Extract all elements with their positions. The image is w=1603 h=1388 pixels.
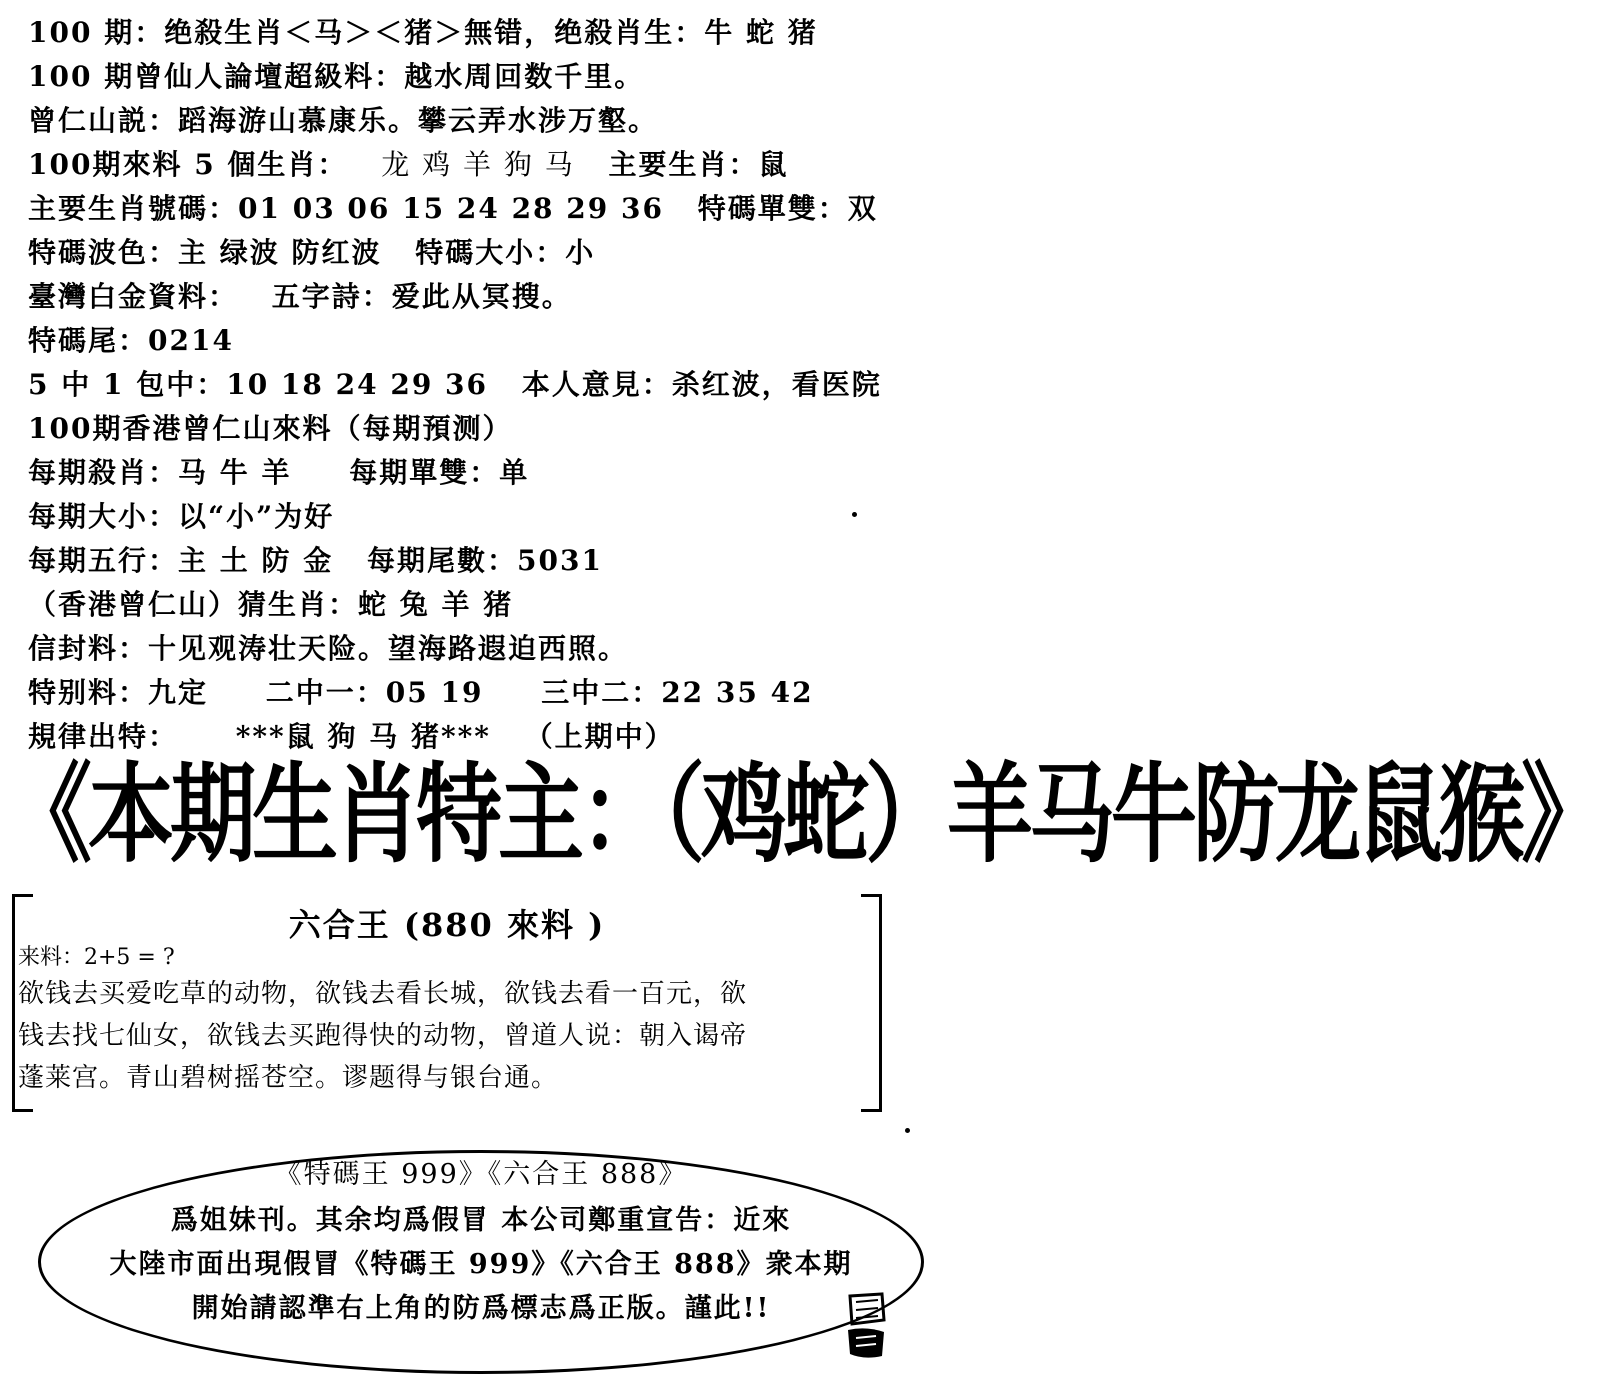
line-five-elements: 每期五行：主 土 防 金 每期尾數：5031 xyxy=(28,544,603,577)
line-kill-zodiac: 100 期：绝殺生肖＜马＞＜猪＞無错，绝殺肖生：牛 蛇 猪 xyxy=(28,16,818,49)
line-wave-color: 特碼波色：主 绿波 防红波 特碼大小：小 xyxy=(28,236,596,269)
speck xyxy=(905,1128,910,1133)
notice-line: 大陸市面出現假冒《特碼王 999》《六合王 888》衆本期 xyxy=(109,1249,853,1280)
riddle-title: 六合王 (880 來料 ) xyxy=(288,906,606,944)
riddle-line: 欲钱去买爱吃草的动物，欲钱去看长城，欲钱去看一百元，欲 xyxy=(18,979,748,1009)
notice-line: 開始請認準右上角的防爲標志爲正版。謹此!! xyxy=(191,1293,771,1324)
line-taiwan-platinum: 臺灣白金資料： 五字詩：爱此从冥搜。 xyxy=(28,280,572,313)
notice-line: 《特碼王 999》《六合王 888》 xyxy=(274,1159,688,1190)
line-size-each-issue: 每期大小：以“小”为好 xyxy=(28,500,335,533)
line-pattern-special: 規律出特： ***鼠 狗 马 猪*** （上期中） xyxy=(28,720,675,753)
notice-oval xyxy=(38,1150,924,1374)
headline: 《本期生肖特主：（鸡蛇）羊马牛防龙鼠猴》 xyxy=(6,752,1603,878)
line-guess-zodiac: （香港曾仁山）猜生肖：蛇 兔 羊 猪 xyxy=(28,588,514,621)
line-five-zodiacs: 100期來料 5 個生肖： 龙 鸡 羊 狗 马 主要生肖：鼠 xyxy=(28,148,789,181)
line-kill-zodiac-each-issue: 每期殺肖：马 牛 羊 每期單雙：单 xyxy=(28,456,530,489)
line-special-tail: 特碼尾：0214 xyxy=(28,324,234,357)
riddle-line: 钱去找七仙女，欲钱去买跑得快的动物，曾道人说：朝入谒帝 xyxy=(18,1021,748,1051)
line-zeng-renshan-says: 曾仁山説：蹈海游山慕康乐。攀云弄水涉万壑。 xyxy=(28,104,659,137)
riddle-line: 蓬莱宫。青山碧树摇苍空。谬题得与银台通。 xyxy=(18,1063,559,1093)
line-envelope-material: 信封料：十见观涛壮天险。望海路遐迫西照。 xyxy=(28,632,629,665)
riddle-box xyxy=(12,894,882,1112)
line-special-material: 特别料：九定 二中一：05 19 三中二：22 35 42 xyxy=(28,676,814,709)
notice-line: 爲姐妹刊。其余均爲假冒 本公司鄭重宣告：近來 xyxy=(170,1205,792,1236)
line-main-zodiac-numbers: 主要生肖號碼：01 03 06 15 24 28 29 36 特碼單雙：双 xyxy=(28,192,878,225)
line-forum-material: 100 期曾仙人論壇超級料：越水周回数千里。 xyxy=(28,60,645,93)
speck xyxy=(852,512,857,517)
line-hk-material-heading: 100期香港曾仁山來料（每期預测） xyxy=(28,412,513,445)
line-five-in-one: 5 中 1 包中：10 18 24 29 36 本人意見：杀红波，看医院 xyxy=(28,368,882,401)
riddle-formula: 来料：2+5 = ? xyxy=(18,945,175,970)
anti-counterfeit-seal-icon xyxy=(842,1290,890,1360)
